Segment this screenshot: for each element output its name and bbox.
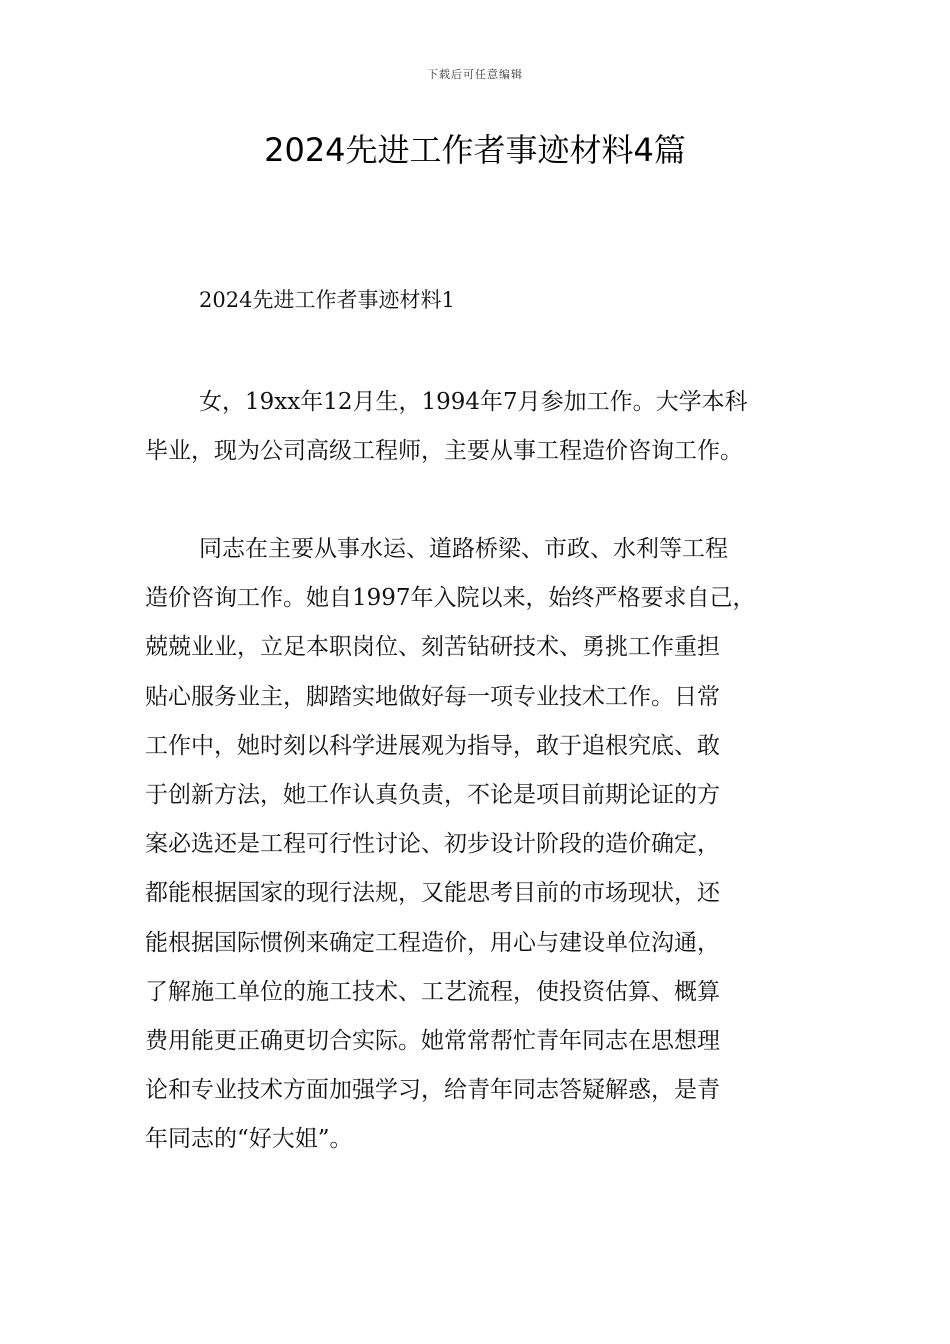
- paragraph-line: 兢兢业业，立足本职岗位、刻苦钻研技术、勇挑工作重担: [145, 634, 720, 661]
- paragraph-2: [145, 525, 815, 1165]
- paragraph-line: 毕业，现为公司高级工程师，主要从事工程造价咨询工作。: [145, 438, 743, 465]
- paragraph-1: [145, 378, 815, 476]
- paragraph-line: 论和专业技术方面加强学习，给青年同志答疑解惑，是青: [145, 1077, 720, 1104]
- paragraph-line: 造价咨询工作。她自1997年入院以来，始终严格要求自己，: [145, 585, 756, 612]
- paragraph-line: 于创新方法，她工作认真负责，不论是项目前期论证的方: [145, 782, 720, 809]
- document-title: 2024先进工作者事迹材料4篇: [264, 131, 686, 169]
- paragraph-line: 同志在主要从事水运、道路桥梁、市政、水利等工程: [199, 536, 728, 562]
- header-note: 下载后可任意编辑: [427, 68, 523, 81]
- paragraph-line: 女，19xx年12月生，1994年7月参加工作。大学本科: [199, 389, 748, 415]
- paragraph-line: 工作中，她时刻以科学进展观为指导，敢于追根究底、敢: [145, 732, 720, 759]
- paragraph-line: 案必选还是工程可行性讨论、初步设计阶段的造价确定，: [145, 831, 720, 858]
- paragraph-line: 了解施工单位的施工技术、工艺流程，使投资估算、概算: [145, 978, 720, 1005]
- paragraph-line: 贴心服务业主，脚踏实地做好每一项专业技术工作。日常: [145, 683, 720, 710]
- section-heading: 2024先进工作者事迹材料1: [199, 288, 455, 312]
- paragraph-line: 都能根据国家的现行法规，又能思考目前的市场现状，还: [145, 880, 720, 907]
- paragraph-line: 费用能更正确更切合实际。她常常帮忙青年同志在思想理: [145, 1028, 720, 1055]
- paragraph-line: 年同志的“好大姐”。: [145, 1126, 353, 1153]
- paragraph-line: 能根据国际惯例来确定工程造价，用心与建设单位沟通，: [145, 929, 720, 956]
